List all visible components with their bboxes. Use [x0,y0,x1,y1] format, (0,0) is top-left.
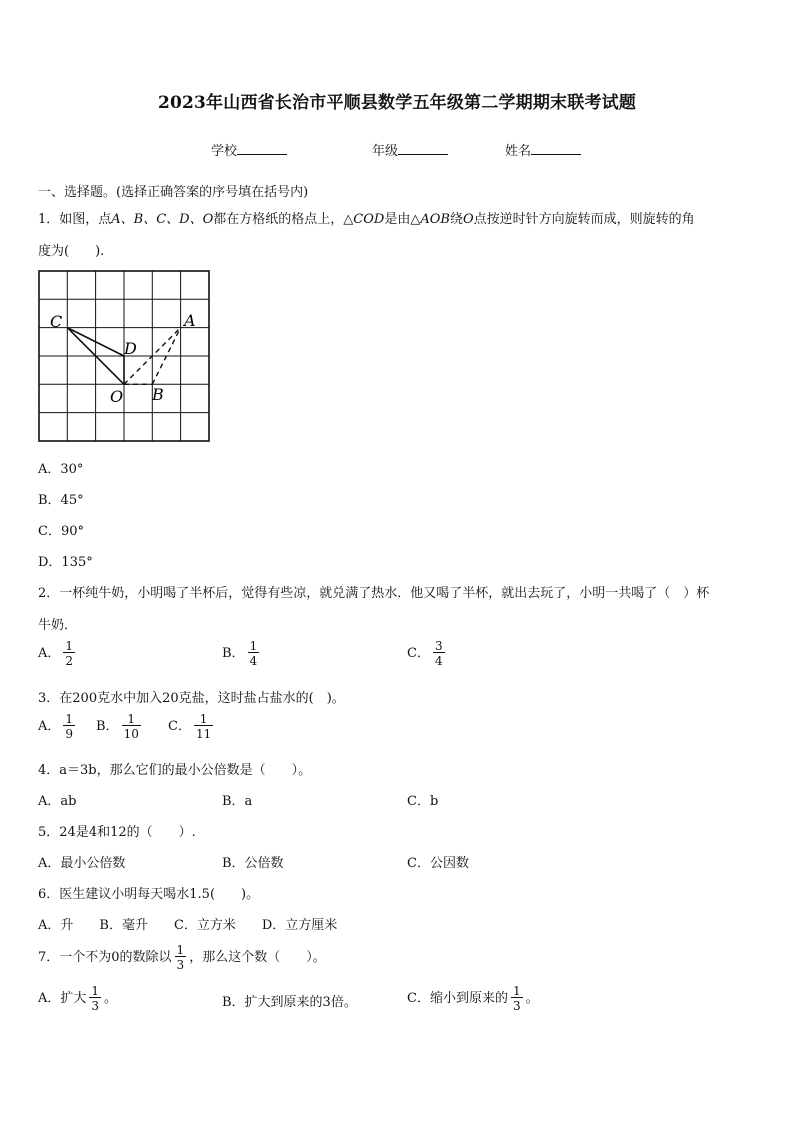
grade-label: 年级 [372,144,399,159]
fraction: $\frac{1}{10}$ [123,712,139,741]
q5-option-c[interactable]: C．公因数 [407,856,469,871]
name-blank[interactable] [531,142,581,155]
q2-option-a[interactable]: A． $\frac{1}{2}$ [38,639,74,668]
label-B: B [152,385,164,404]
q5-line1: 5．24是4和12的（ ）. [38,825,196,840]
label-A: A [184,311,196,330]
school-label: 学校 [211,144,238,159]
section-heading: 一、选择题。(选择正确答案的序号填在括号内) [38,185,309,200]
label-C: C [50,312,63,331]
q4-option-c[interactable]: C．b [407,794,439,809]
page-title: 2023年山西省长治市平顺县数学五年级第二学期期末联考试题 [157,93,637,113]
q1-option-c[interactable]: C．90° [38,524,84,539]
label-D: D [124,339,137,358]
q7-line1: 7．一个不为0的数除以 $\frac{1}{3}$ ，那么这个数（ ）。 [38,943,326,972]
fraction: $\frac{1}{3}$ [512,984,521,1013]
fraction: $\frac{3}{4}$ [434,639,443,668]
name-field [505,140,581,159]
q7-option-c[interactable]: C．缩小到原来的 $\frac{1}{3}$ 。 [407,984,539,1013]
q1-option-d[interactable]: D．135° [38,555,93,570]
q6-options[interactable]: A．升 B．毫升 C．立方米 D．立方厘米 [38,918,338,933]
fraction: $\frac{1}{4}$ [249,639,258,668]
grade-blank[interactable] [398,142,448,155]
q1-option-b[interactable]: B．45° [38,493,84,508]
q3-option-a[interactable]: A． $\frac{1}{9}$ [38,712,74,741]
q1-line2: 度为( ). [38,244,105,259]
q2-option-c[interactable]: C． $\frac{3}{4}$ [407,639,443,668]
q2-option-b[interactable]: B． $\frac{1}{4}$ [222,639,258,668]
q7-option-b[interactable]: B．扩大到原来的3倍。 [222,995,357,1010]
q6-line1: 6．医生建议小明每天喝水1.5( )。 [38,887,260,902]
q4-option-a[interactable]: A．ab [38,794,77,809]
fraction: $\frac{1}{2}$ [65,639,74,668]
grade-field [372,140,448,159]
fraction: $\frac{1}{3}$ [176,943,185,972]
label-O: O [110,387,124,406]
q3-option-b[interactable]: B． $\frac{1}{10}$ [96,712,139,741]
q4-line1: 4．a＝3b，那么它们的最小公倍数是（ ）。 [38,763,312,778]
q1-line1: 1．如图，点A、B、C、D、O都在方格纸的格点上，△COD是由△AOB绕O点按逆时针方向旋转而成，则旋转的角 [38,212,695,227]
q2-line2: 牛奶． [38,618,78,633]
school-blank[interactable] [237,142,287,155]
fraction: $\frac{1}{11}$ [195,712,212,741]
school-field [211,140,287,159]
q5-option-b[interactable]: B．公倍数 [222,856,284,871]
q3-line1: 3．在200克水中加入20克盐，这时盐占盐水的( )。 [38,691,345,706]
q7-option-a[interactable]: A．扩大 $\frac{1}{3}$ 。 [38,984,118,1013]
q5-option-a[interactable]: A．最小公倍数 [38,856,126,871]
name-label: 姓名 [505,144,532,159]
q4-option-b[interactable]: B．a [222,794,253,809]
q2-line1: 2．一杯纯牛奶，小明喝了半杯后，觉得有些凉，就兑满了热水．他又喝了半杯，就出去玩了，小明一共喝了（ ）杯 [38,586,710,601]
q1-option-a[interactable]: A．30° [38,462,84,477]
fraction: $\frac{1}{9}$ [65,712,74,741]
q1-grid-figure [38,270,210,442]
fraction: $\frac{1}{3}$ [91,984,100,1013]
q3-option-c[interactable]: C． $\frac{1}{11}$ [168,712,212,741]
